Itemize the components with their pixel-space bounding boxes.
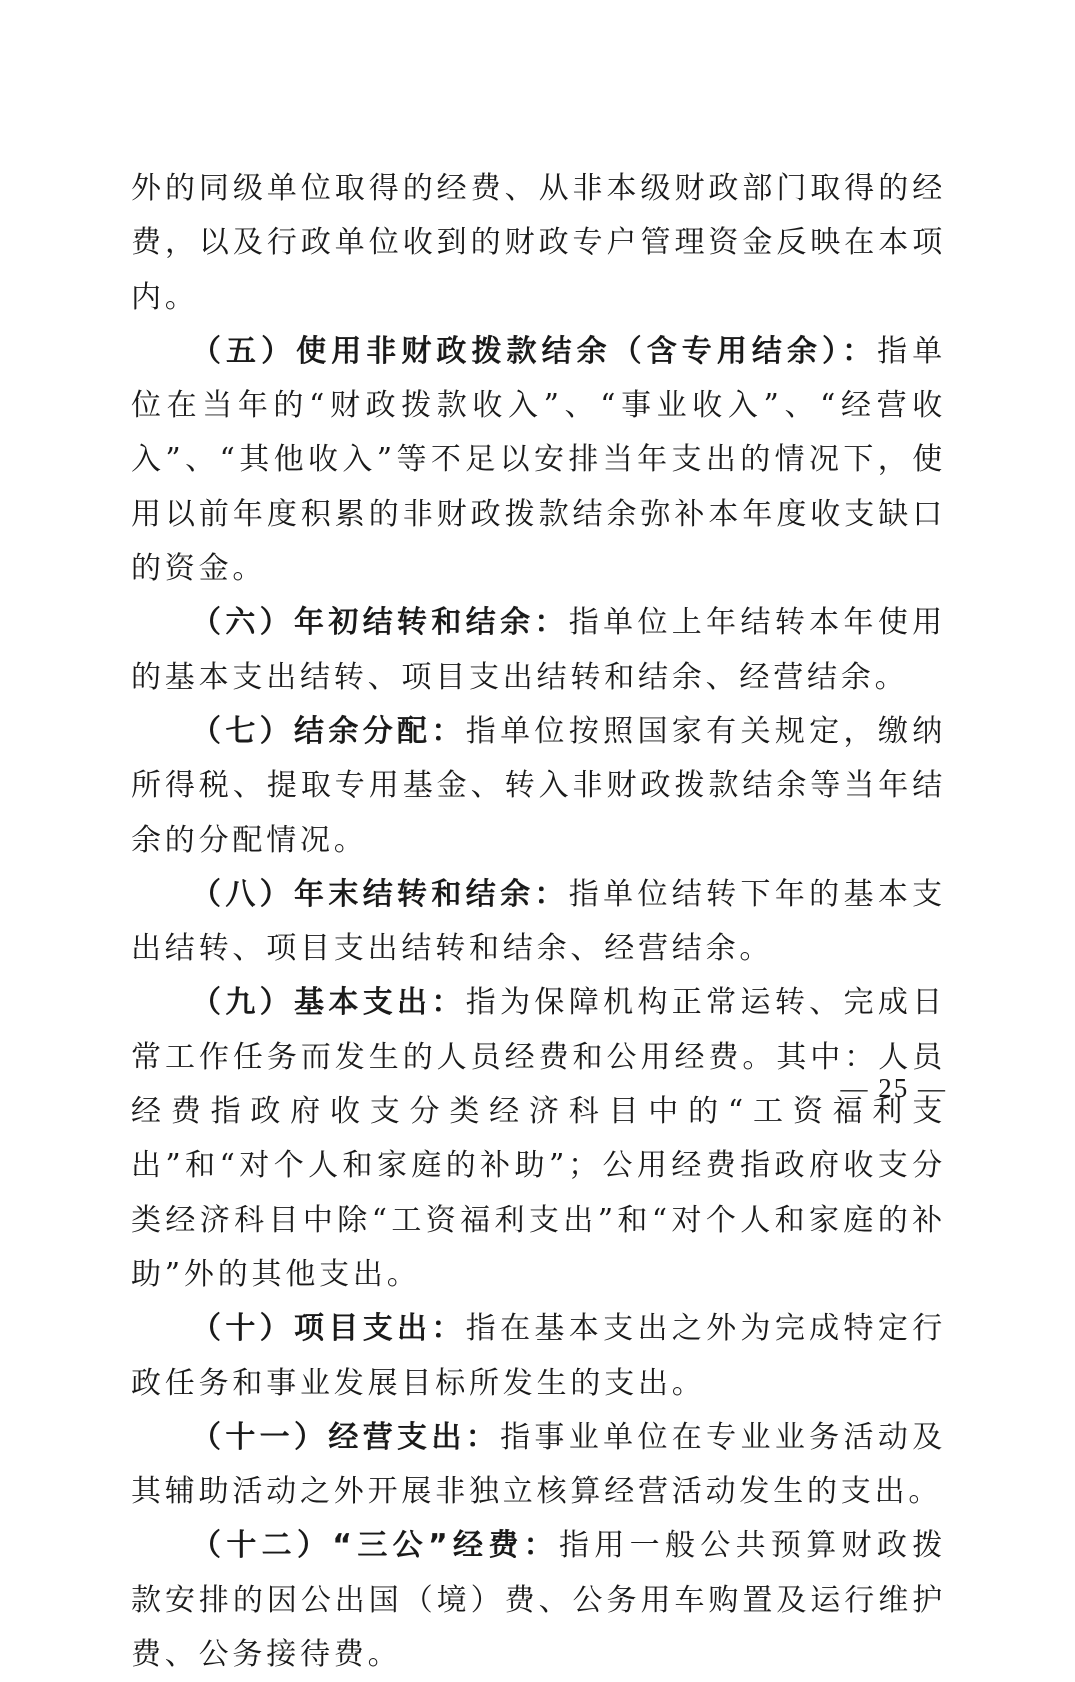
paragraph-text: 指在基本支出之外为完成特定行政任务和事业发展目标所发生的支出。 (131, 1311, 947, 1401)
paragraph-item-12 (131, 1519, 946, 1682)
paragraph-text: 指单位结转下年的基本支出结转、项目支出结转和结余、经营结余。 (131, 876, 946, 967)
page-number: — 25 — (840, 1073, 947, 1103)
paragraph-heading: （八）年末结转和结余： (191, 876, 569, 912)
paragraph-continuation (131, 162, 946, 325)
paragraph-item-7 (131, 705, 946, 868)
paragraph-heading: （九）基本支出： (191, 985, 466, 1021)
document-body (131, 162, 946, 1682)
paragraph-item-6 (131, 596, 946, 705)
paragraph-heading: （十二）“三公”经费： (191, 1528, 559, 1564)
paragraph-heading: （五）使用非财政拨款结余（含专用结余）： (191, 333, 878, 369)
paragraph-heading: （十一）经营支出： (191, 1419, 501, 1455)
paragraph-text: 指用一般公共预算财政拨款安排的因公出国（境）费、公务用车购置及运行维护费、公务接待费。 (131, 1528, 946, 1673)
paragraph-text: 指单位上年结转本年使用的基本支出结转、项目支出结转和结余、经营结余。 (131, 605, 946, 695)
paragraph-text: 指单位按照国家有关规定，缴纳所得税、提取专用基金、转入非财政拨款结余等当年结余的分配情况。 (131, 713, 947, 858)
paragraph-text: 外的同级单位取得的经费、从非本级财政部门取得的经费，以及行政单位收到的财政专户管理资金反映在本项内。 (131, 171, 946, 315)
paragraph-heading: （六）年初结转和结余： (191, 605, 569, 641)
paragraph-item-10 (131, 1302, 946, 1411)
paragraph-item-5 (131, 325, 946, 596)
paragraph-text: 指单位在当年的“财政拨款收入”、“事业收入”、“经营收入”、“其他收入”等不足以安排当年支出的情况下，使用以前年度积累的非财政拨款结余弥补本年度收支缺口的资金。 (131, 333, 946, 587)
paragraph-item-11 (131, 1411, 946, 1520)
paragraph-heading: （七）结余分配： (191, 713, 466, 749)
paragraph-heading: （十）项目支出： (191, 1311, 466, 1347)
paragraph-item-9 (131, 976, 946, 1302)
paragraph-item-8 (131, 868, 946, 977)
paragraph-text: 指事业单位在专业业务活动及其辅助活动之外开展非独立核算经营活动发生的支出。 (131, 1419, 947, 1510)
paragraph-text: 指为保障机构正常运转、完成日常工作任务而发生的人员经费和公用经费。其中：人员经费指政府收支分类经济科目中的“工资福利支出”和“对个人和家庭的补助”；公用经费指政府收支分类经济科目中除“工资福利支出”和“对个人和家庭的补助”外的其他支出。 (131, 985, 947, 1292)
